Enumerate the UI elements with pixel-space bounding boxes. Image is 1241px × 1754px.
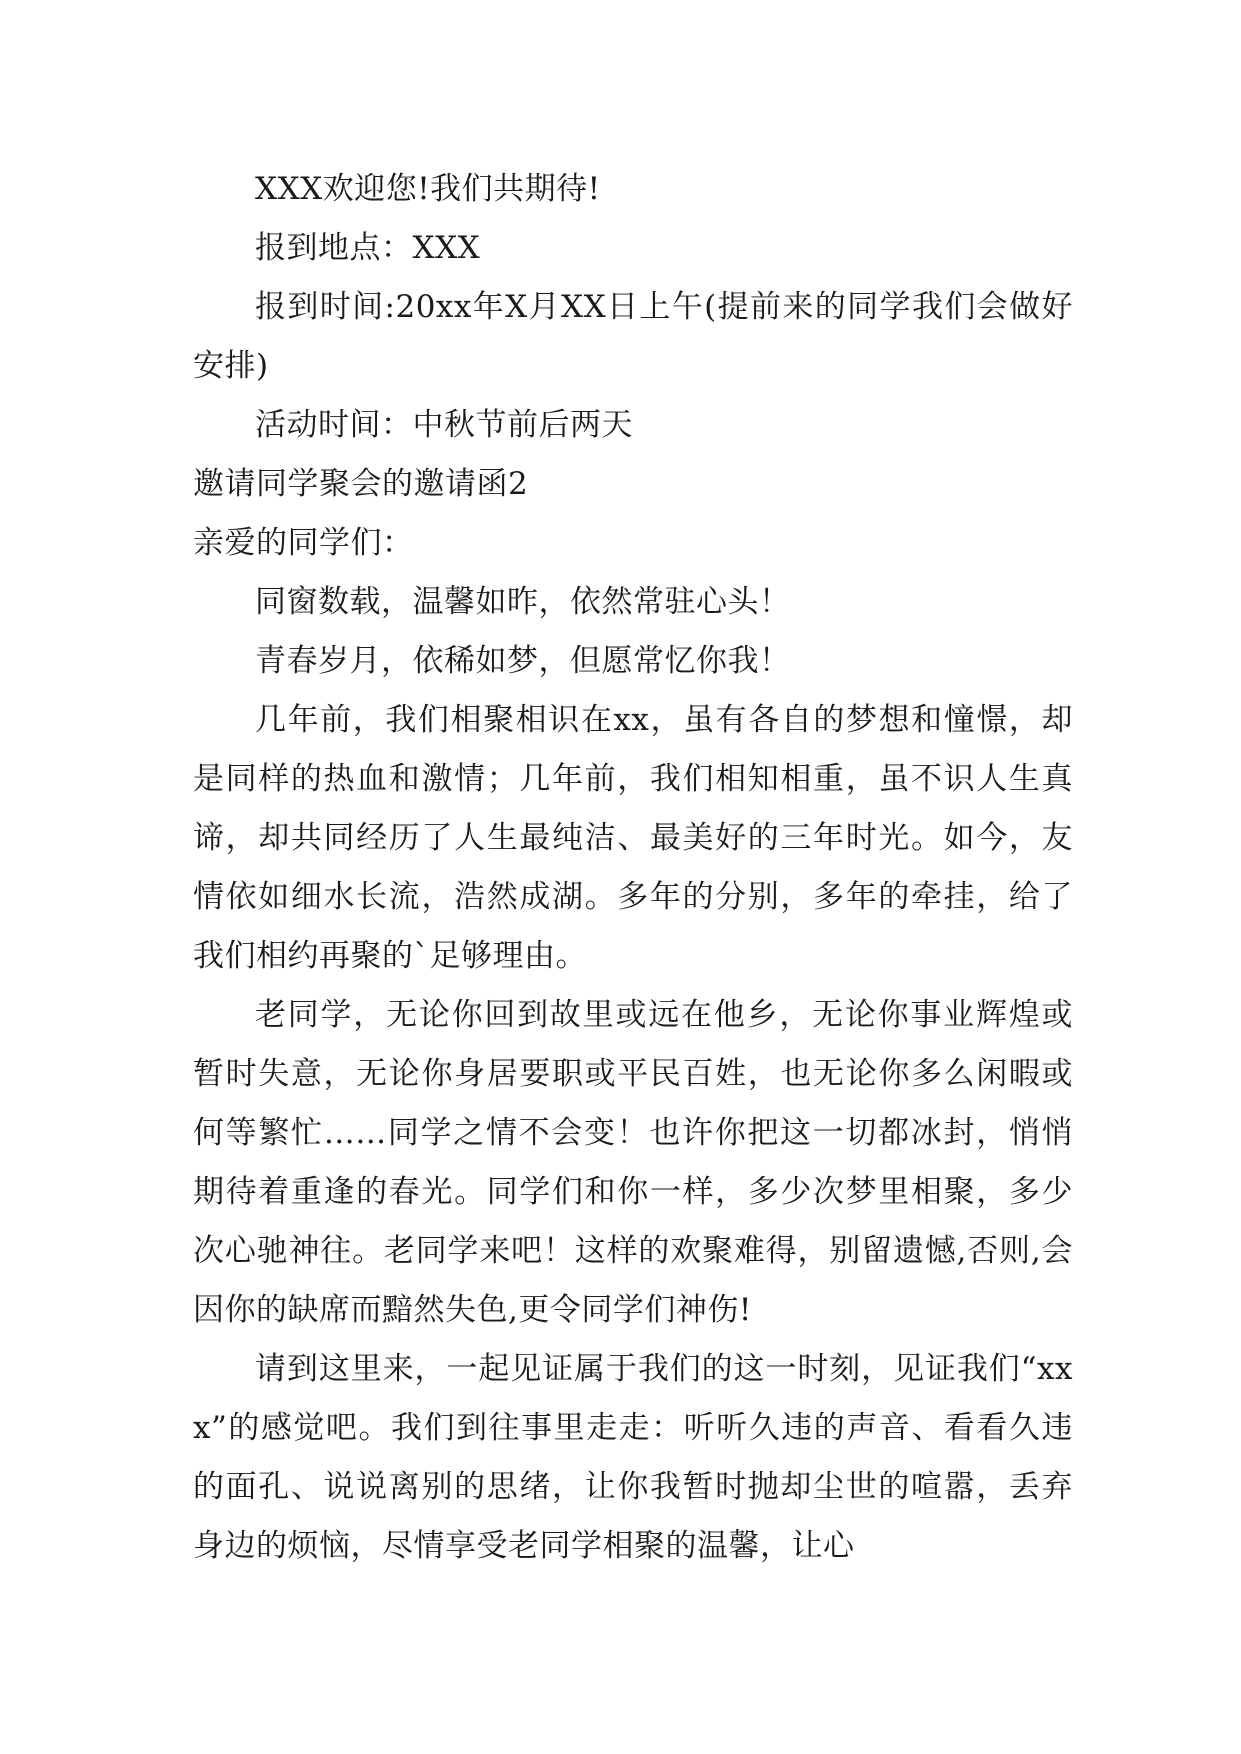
- paragraph-verse-2: 青春岁月，依稀如梦，但愿常忆你我！: [255, 643, 791, 679]
- paragraph-years-ago: 几年前，我们相聚相识在xx，虽有各自的梦想和憧憬，却是同样的热血和激情；几年前，我们相知相重，虽不识人生真谛，却共同经历了人生最纯洁、最美好的三年时光。如今，友情依如细水长流，浩然成湖。多年的分别，多年的牵挂，给了我们相约再聚的`足够理由。: [193, 702, 1073, 974]
- paragraph-welcome: XXX欢迎您!我们共期待!: [255, 171, 601, 207]
- paragraph-activity-time: 活动时间：中秋节前后两天: [255, 407, 633, 443]
- paragraph-invitation: 请到这里来，一起见证属于我们的这一时刻，见证我们“xxx”的感觉吧。我们到往事里走走：听听久违的声音、看看久违的面孔、说说离别的思绪，让你我暂时抛却尘世的喧嚣，丢弃身边的烦恼，尽情享受老同学相聚的温馨，让心: [193, 1351, 1073, 1564]
- section-heading: 邀请同学聚会的邀请函2: [193, 466, 529, 502]
- salutation: 亲爱的同学们：: [193, 525, 414, 561]
- paragraph-check-in-location: 报到地点：XXX: [255, 230, 481, 266]
- paragraph-verse-1: 同窗数载，温馨如昨，依然常驻心头！: [255, 584, 791, 620]
- paragraph-old-classmates: 老同学，无论你回到故里或远在他乡，无论你事业辉煌或暂时失意，无论你身居要职或平民百姓，也无论你多么闲暇或何等繁忙……同学之情不会变！也许你把这一切都冰封，悄悄期待着重逢的春光。同学们和你一样，多少次梦里相聚，多少次心驰神往。老同学来吧！这样的欢聚难得，别留遗憾,否则,会因你的缺席而黯然失色,更令同学们神伤!: [193, 997, 1073, 1328]
- document-body: [193, 160, 1073, 1576]
- paragraph-check-in-time: 报到时间:20xx年X月XX日上午(提前来的同学我们会做好安排): [193, 289, 1073, 384]
